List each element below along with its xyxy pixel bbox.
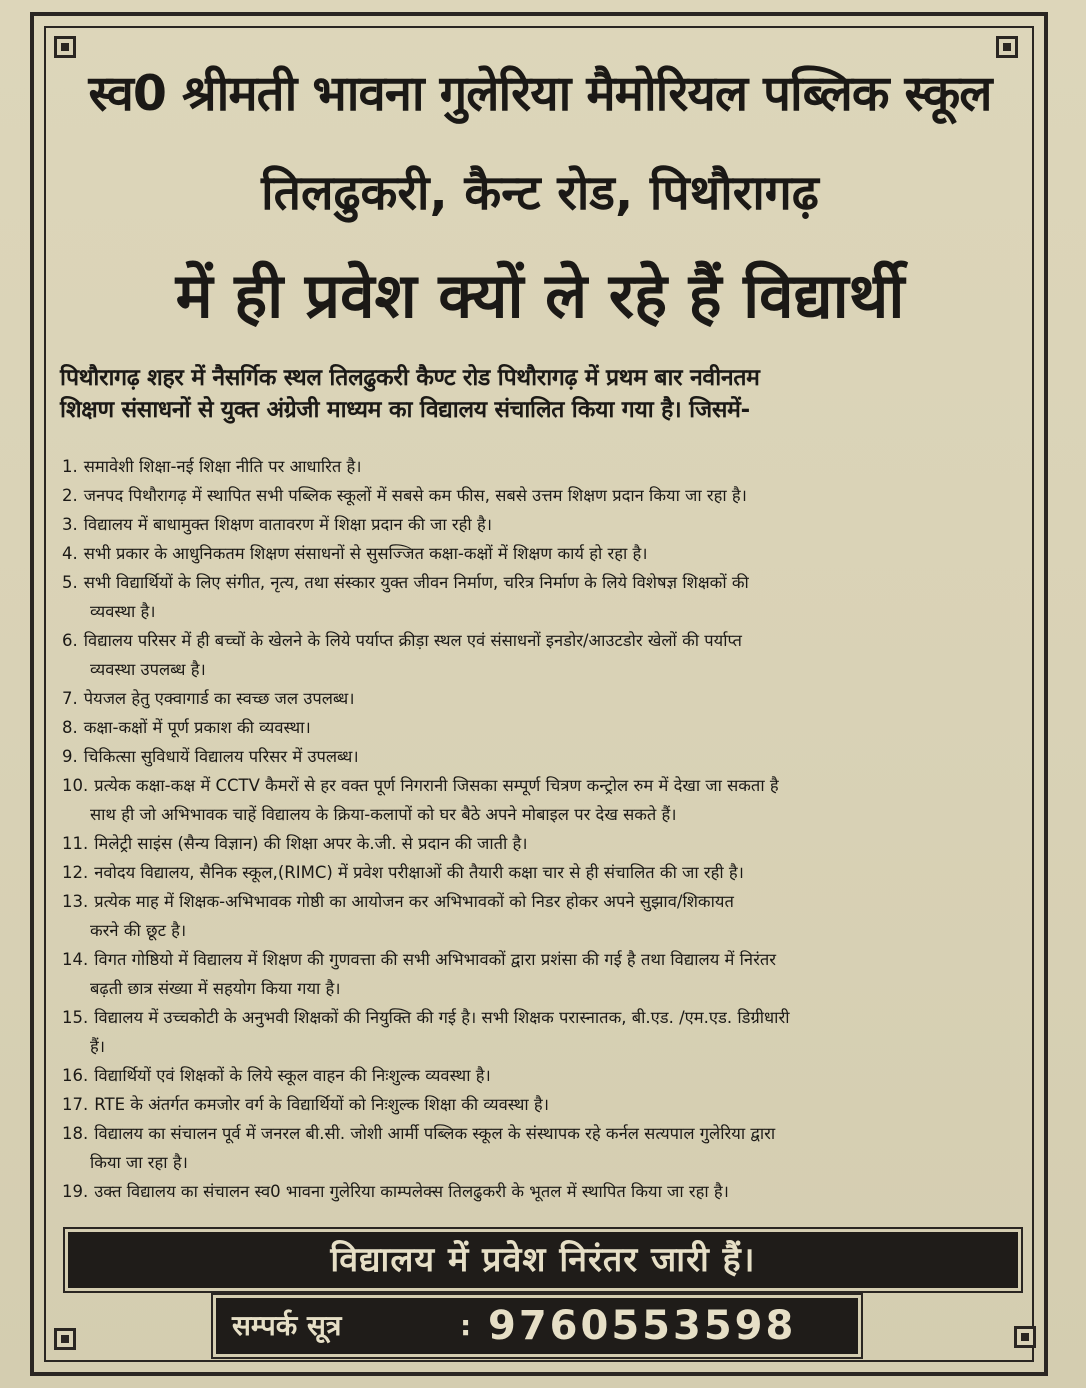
list-item-number: 3. [62,515,78,534]
list-item-text: विद्यालय में बाधामुक्त शिक्षण वातावरण में शिक्षा प्रदान की जा रही है। [83,515,492,534]
list-item-number: 13. [62,892,89,911]
list-item-text: बढ़ती छात्र संख्या में सहयोग किया गया है। [90,979,341,998]
list-item-line [62,858,1028,887]
list-item [62,539,1028,568]
list-item-line [62,1177,1028,1206]
list-item-text: सभी प्रकार के आधुनिकतम शिक्षण संसाधनों से सुसज्जित कक्षा-कक्षों में शिक्षण कार्य हो रहा है। [83,544,648,563]
list-item-text: विद्यालय परिसर में ही बच्चों के खेलने के लिये पर्याप्त क्रीड़ा स्थल एवं संसाधनों इनडोर/आउटडोर खेलों की पर्याप्त [83,631,742,650]
list-item [62,887,1028,945]
list-item-line [62,626,1028,655]
list-item [62,510,1028,539]
list-item-number: 2. [62,486,78,505]
list-item-number: 18. [62,1124,89,1143]
list-item-text: कक्षा-कक्षों में पूर्ण प्रकाश की व्यवस्था। [83,718,311,737]
list-item-line [62,1003,1028,1032]
corner-ornament-top-left [54,36,76,58]
list-item-number: 5. [62,573,78,592]
list-item-continuation [62,916,1028,945]
school-name-heading: स्व0 श्रीमती भावना गुलेरिया मैमोरियल पब्लिक स्कूल [88,65,992,122]
list-item-text: विगत गोष्ठियो में विद्यालय में शिक्षण की गुणवत्ता की सभी अभिभावकों द्वारा प्रशंसा की गई है तथा विद्यालय में निरंतर [94,950,776,969]
contact-colon: : [460,1309,472,1342]
list-item [62,829,1028,858]
list-item-text: पेयजल हेतु एक्वागार्ड का स्वच्छ जल उपलब्ध। [83,689,355,708]
list-item-line [62,452,1028,481]
list-item-line [62,1061,1028,1090]
intro-line-2: शिक्षण संसाधनों से युक्त अंग्रेजी माध्यम का विद्यालय संचालित किया गया है। जिसमें- [60,397,750,423]
list-item-text: किया जा रहा है। [90,1153,188,1172]
list-item-number: 17. [62,1095,89,1114]
admission-open-text: विद्यालय में प्रवेश निरंतर जारी हैं। [330,1240,756,1280]
list-item-line [62,481,1028,510]
list-item-text: प्रत्येक माह में शिक्षक-अभिभावक गोष्ठी का आयोजन कर अभिभावकों को निडर होकर अपने सुझाव/शिकायत [94,892,734,911]
list-item-text: नवोदय विद्यालय, सैनिक स्कूल,(RIMC) में प्रवेश परीक्षाओं की तैयारी कक्षा चार से ही संचालित की जा रही है। [94,863,744,882]
corner-ornament-bottom-right [1014,1326,1036,1348]
list-item-text: विद्यालय का संचालन पूर्व में जनरल बी.सी. जोशी आर्मी पब्लिक स्कूल के संस्थापक रहे कर्नल सत्यपाल गुलेरिया द्वारा [94,1124,776,1143]
list-item-line [62,771,1028,800]
list-item-text: समावेशी शिक्षा-नई शिक्षा नीति पर आधारित है। [83,457,362,476]
list-item-number: 11. [62,834,89,853]
list-item [62,452,1028,481]
list-item-line [62,510,1028,539]
intro-line-1: पिथौरागढ़ शहर में नैसर्गिक स्थल तिलढुकरी कैण्ट रोड पिथौरागढ़ में प्रथम बार नवीनतम [60,365,760,391]
list-item-text: विद्यार्थियों एवं शिक्षकों के लिये स्कूल वाहन की निःशुल्क व्यवस्था है। [94,1066,491,1085]
list-item-continuation [62,1148,1028,1177]
list-item-number: 7. [62,689,78,708]
list-item-line [62,568,1028,597]
list-item-line [62,887,1028,916]
list-item-number: 14. [62,950,89,969]
list-item-number: 9. [62,747,78,766]
list-item-line [62,1090,1028,1119]
list-item [62,626,1028,684]
contact-label: सम्पर्क सूत्र [232,1309,342,1342]
corner-ornament-bottom-left [54,1328,76,1350]
list-item-line [62,1119,1028,1148]
list-item-number: 15. [62,1008,89,1027]
list-item [62,568,1028,626]
list-item-text: सभी विद्यार्थियों के लिए संगीत, नृत्य, तथा संस्कार युक्त जीवन निर्माण, चरित्र निर्माण के लिये विशेषज्ञ शिक्षकों की [83,573,749,592]
list-item-text: RTE के अंतर्गत कमजोर वर्ग के विद्यार्थियों को निःशुल्क शिक्षा की व्यवस्था है। [94,1095,549,1114]
list-item-line [62,684,1028,713]
contact-phone: 9760553598 [488,1303,797,1349]
list-item-number: 12. [62,863,89,882]
list-item-continuation [62,974,1028,1003]
list-item-number: 19. [62,1182,89,1201]
list-item [62,1003,1028,1061]
list-item [62,1177,1028,1206]
list-item-continuation [62,800,1028,829]
list-item-text: विद्यालय में उच्चकोटी के अनुभवी शिक्षकों की नियुक्ति की गई है। सभी शिक्षक परास्नातक, बी.एड. /एम.एड. डिग्रीधारी [94,1008,790,1027]
list-item-continuation [62,597,1028,626]
list-item-text: साथ ही जो अभिभावक चाहें विद्यालय के क्रिया-कलापों को घर बैठे अपने मोबाइल पर देख सकते हैं। [90,805,677,824]
list-item [62,858,1028,887]
list-item-text: मिलेट्री साइंस (सैन्य विज्ञान) की शिक्षा अपर के.जी. से प्रदान की जाती है। [94,834,528,853]
list-item-text: उक्त विद्यालय का संचालन स्व0 भावना गुलेरिया काम्पलेक्स तिलढुकरी के भूतल में स्थापित किया जा रहा है। [94,1182,729,1201]
list-item-number: 8. [62,718,78,737]
list-item-text: व्यवस्था उपलब्ध है। [90,660,206,679]
list-item [62,481,1028,510]
list-item-line [62,829,1028,858]
list-item-number: 1. [62,457,78,476]
contact-banner [216,1298,858,1354]
list-item [62,771,1028,829]
list-item-line [62,539,1028,568]
list-item-text: व्यवस्था है। [90,602,156,621]
list-item [62,684,1028,713]
list-item-number: 4. [62,544,78,563]
list-item-text: प्रत्येक कक्षा-कक्ष में CCTV कैमरों से हर वक्त पूर्ण निगरानी जिसका सम्पूर्ण चित्रण कन्ट्रोल रुम में देखा जा सकता है [94,776,779,795]
list-item-line [62,713,1028,742]
list-item-text: हैं। [90,1037,106,1056]
intro-paragraph [60,362,1020,426]
list-item [62,945,1028,1003]
list-item [62,713,1028,742]
list-item [62,1061,1028,1090]
list-item-number: 16. [62,1066,89,1085]
list-item [62,1090,1028,1119]
list-item-number: 6. [62,631,78,650]
list-item-continuation [62,1032,1028,1061]
address-heading: तिलढुकरी, कैन्ट रोड, पिथौरागढ़ [261,165,819,221]
list-item-number: 10. [62,776,89,795]
list-item [62,742,1028,771]
list-item-line [62,945,1028,974]
corner-ornament-top-right [996,36,1018,58]
admission-open-banner [68,1232,1018,1288]
list-item-text: चिकित्सा सुविधायें विद्यालय परिसर में उपलब्ध। [83,747,359,766]
headline: में ही प्रवेश क्यों ले रहे हैं विद्यार्थी [175,259,905,332]
list-item-continuation [62,655,1028,684]
list-item-line [62,742,1028,771]
features-list [62,452,1028,1206]
list-item-text: जनपद पिथौरागढ़ में स्थापित सभी पब्लिक स्कूलों में सबसे कम फीस, सबसे उत्तम शिक्षण प्रदान किया जा रहा है। [83,486,747,505]
list-item-text: करने की छूट है। [90,921,187,940]
list-item [62,1119,1028,1177]
